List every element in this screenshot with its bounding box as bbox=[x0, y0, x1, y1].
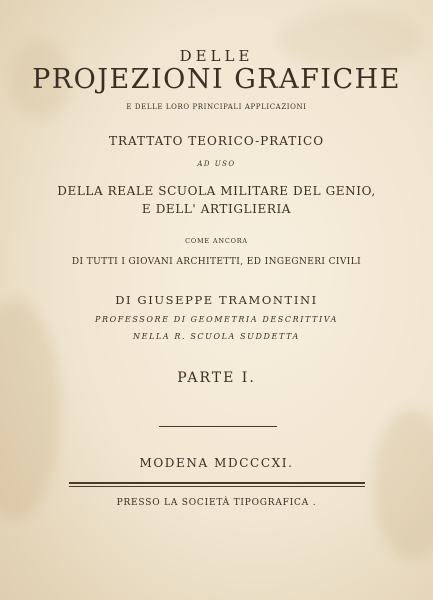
treatise-line: TRATTATO TEORICO-PRATICO bbox=[108, 134, 325, 148]
part-number: PARTE I. bbox=[177, 370, 256, 386]
double-rule-bottom bbox=[69, 486, 365, 487]
profession-line-2: NELLA R. SCUOLA SUDDETTA bbox=[133, 332, 300, 341]
author-line: DI GIUSEPPE TRAMONTINI bbox=[115, 293, 318, 307]
subtitle: E DELLE LORO PRINCIPALI APPLICAZIONI bbox=[126, 103, 307, 111]
heading-delle: DELLE bbox=[179, 47, 254, 65]
ad-uso-line: AD USO bbox=[197, 160, 236, 168]
profession-line-1: PROFESSORE DI GEOMETRIA DESCRITTIVA bbox=[95, 315, 338, 324]
audience-line: DI TUTTI I GIOVANI ARCHITETTI, ED INGEGNERI CIVILI bbox=[71, 257, 362, 267]
double-rule-top bbox=[69, 482, 365, 484]
school-line-2: E DELL' ARTIGLIERIA bbox=[141, 202, 292, 216]
publisher-line: PRESSO LA SOCIETÀ TIPOGRAFICA . bbox=[116, 498, 317, 508]
main-title: PROJEZIONI GRAFICHE bbox=[32, 64, 401, 95]
paper-stain bbox=[373, 410, 433, 560]
imprint-place-date: MODENA MDCCCXI. bbox=[139, 456, 294, 470]
come-ancora-line: COME ANCORA bbox=[185, 237, 248, 245]
divider-rule bbox=[159, 426, 277, 427]
school-line-1: DELLA REALE SCUOLA MILITARE DEL GENIO, bbox=[57, 184, 376, 198]
